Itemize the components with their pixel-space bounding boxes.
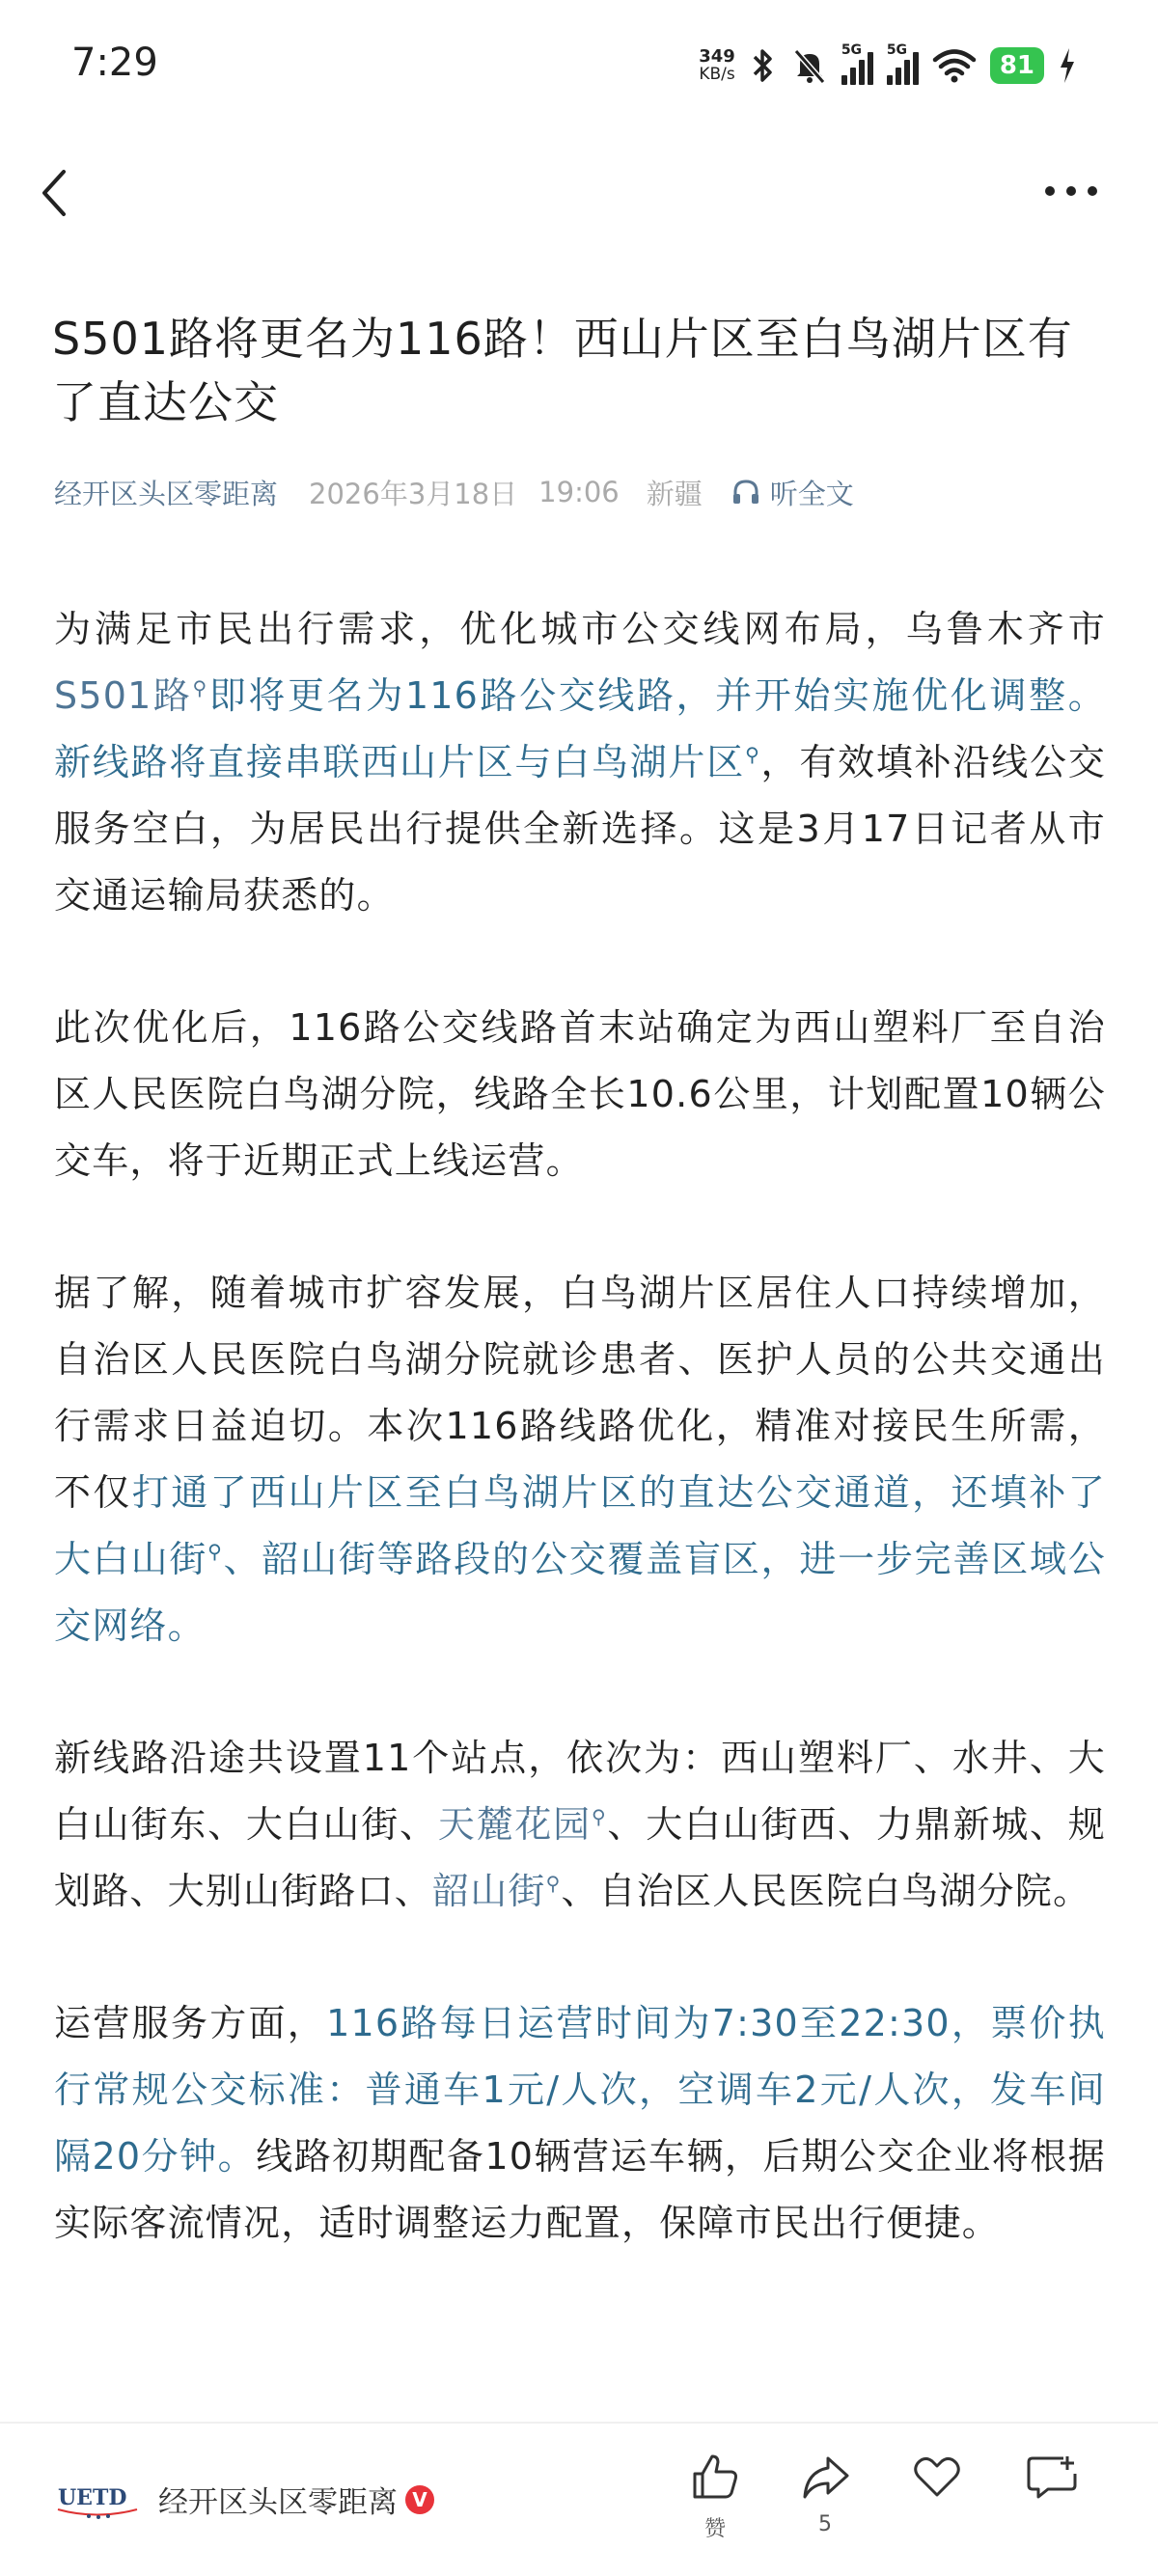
comment-button[interactable] [1019,2451,1087,2557]
battery-indicator: 81 [990,47,1044,84]
p1-text-1: 为满足市民出行需求，优化城市公交线网布局，乌鲁木齐市 [54,608,1106,650]
search-icon[interactable]: ⚲ [192,676,208,700]
search-icon[interactable]: ⚲ [207,1540,223,1564]
author-info[interactable] [158,2478,434,2521]
listen-label: 听全文 [769,477,854,510]
thumbs-up-icon [689,2451,741,2503]
p3-highlight-2: 、韶山街等路段的公交覆盖盲区，进一步完善区域公交网络。 [54,1538,1106,1647]
p3-highlight-1: 打通了西山片区至白鸟湖片区的直达公交通道，还填补了大白山街 [54,1471,1106,1580]
p4-text-2: 、大白山街西、力鼎新城、规划路、大别山街路口、 [54,1803,1106,1912]
publish-time: 19:06 [538,476,620,508]
wifi-icon [932,46,977,85]
region-tag: 新疆 [646,477,703,510]
paragraph-2: 此次优化后，116路公交线路首末站确定为西山塑料厂至自治区人民医院白鸟湖分院，线路全长10.6公里，计划配置10辆公交车，将于近期正式上线运营。 [54,1006,1106,1182]
p3-text-1: 据了解，随着城市扩容发展，白鸟湖片区居住人口持续增加，自治区人民医院白鸟湖分院就诊患者、医护人员的公共交通出行需求日益迫切。本次116路线路优化，精准对接民生所需，不仅 [54,1272,1106,1514]
keyword-link-s501[interactable]: S501路 [54,674,193,717]
article-title: S501路将更名为116路！西山片区至白鸟湖片区有了直达公交 [52,313,1073,428]
share-icon [799,2451,851,2503]
verified-badge: V [405,2485,434,2514]
article-meta [54,473,854,511]
p4-text-3: 、自治区人民医院白鸟湖分院。 [561,1870,1091,1912]
cellular-signal-2-icon [886,42,919,85]
network-speed [699,47,735,84]
article-body [54,596,1106,2322]
p5-highlight: 116路每日运营时间为7:30至22:30，票价执行常规公交标准：普通车1元/人次，空调车2元/人次，发车间隔20分钟。 [54,2002,1106,2178]
author-logo[interactable] [54,2481,141,2522]
author-name: 经开区头区零距离 [158,2485,398,2520]
cellular-signal-1-icon [841,42,873,85]
status-time: 7:29 [71,41,158,85]
paragraph-3 [54,1260,1106,1659]
like-label: 赞 [703,2517,726,2541]
p1-text-2: ，有效填补沿线公交服务空白，为居民出行提供全新选择。这是3月17日记者从市交通运输局获悉的。 [54,741,1106,917]
comment-icon [1025,2451,1081,2503]
network-speed-value: 349 [699,46,735,67]
search-icon[interactable]: ⚲ [545,1872,562,1896]
share-button[interactable] [791,2451,859,2557]
signal-1-tag: 5G [841,42,863,58]
chevron-left-icon[interactable] [35,164,73,222]
search-icon[interactable]: ⚲ [745,743,760,767]
publish-date: 2026年3月18日 [309,477,518,510]
source-name[interactable]: 经开区头区零距离 [54,477,279,510]
favorite-button[interactable] [903,2451,971,2557]
like-button[interactable] [681,2451,749,2557]
status-icons [699,37,1077,95]
listen-button[interactable] [731,473,854,512]
mute-bell-icon [791,46,828,85]
charging-bolt-icon [1058,46,1077,85]
p4-text-1: 新线路沿途共设置11个站点，依次为：西山塑料厂、水井、大白山街东、大白山街、 [54,1737,1106,1846]
p5-text-2: 线路初期配备10辆营运车辆，后期公交企业将根据实际客流情况，适时调整运力配置，保障市民出行便捷。 [54,2135,1106,2244]
headphones-icon [731,478,760,507]
share-count: 5 [818,2512,832,2536]
signal-2-tag: 5G [886,42,908,58]
network-speed-unit: KB/s [699,65,735,84]
heart-icon [911,2451,963,2503]
p5-text-1: 运营服务方面， [54,2002,327,2044]
logo-text: UETD [58,2485,127,2510]
search-icon[interactable]: ⚲ [591,1805,607,1829]
paragraph-4 [54,1725,1106,1925]
bluetooth-icon [749,46,778,85]
paragraph-5 [54,1990,1106,2257]
keyword-link-shaoshan[interactable]: 韶山街 [432,1870,546,1912]
p1-highlight: 即将更名为116路公交线路，并开始实施优化调整。新线路将直接串联西山片区与白鸟湖片区 [54,674,1106,783]
keyword-link-tianlu[interactable]: 天麓花园 [437,1803,592,1846]
paragraph-1 [54,596,1106,929]
more-dots-icon[interactable] [1042,172,1100,210]
status-bar [0,0,1158,125]
